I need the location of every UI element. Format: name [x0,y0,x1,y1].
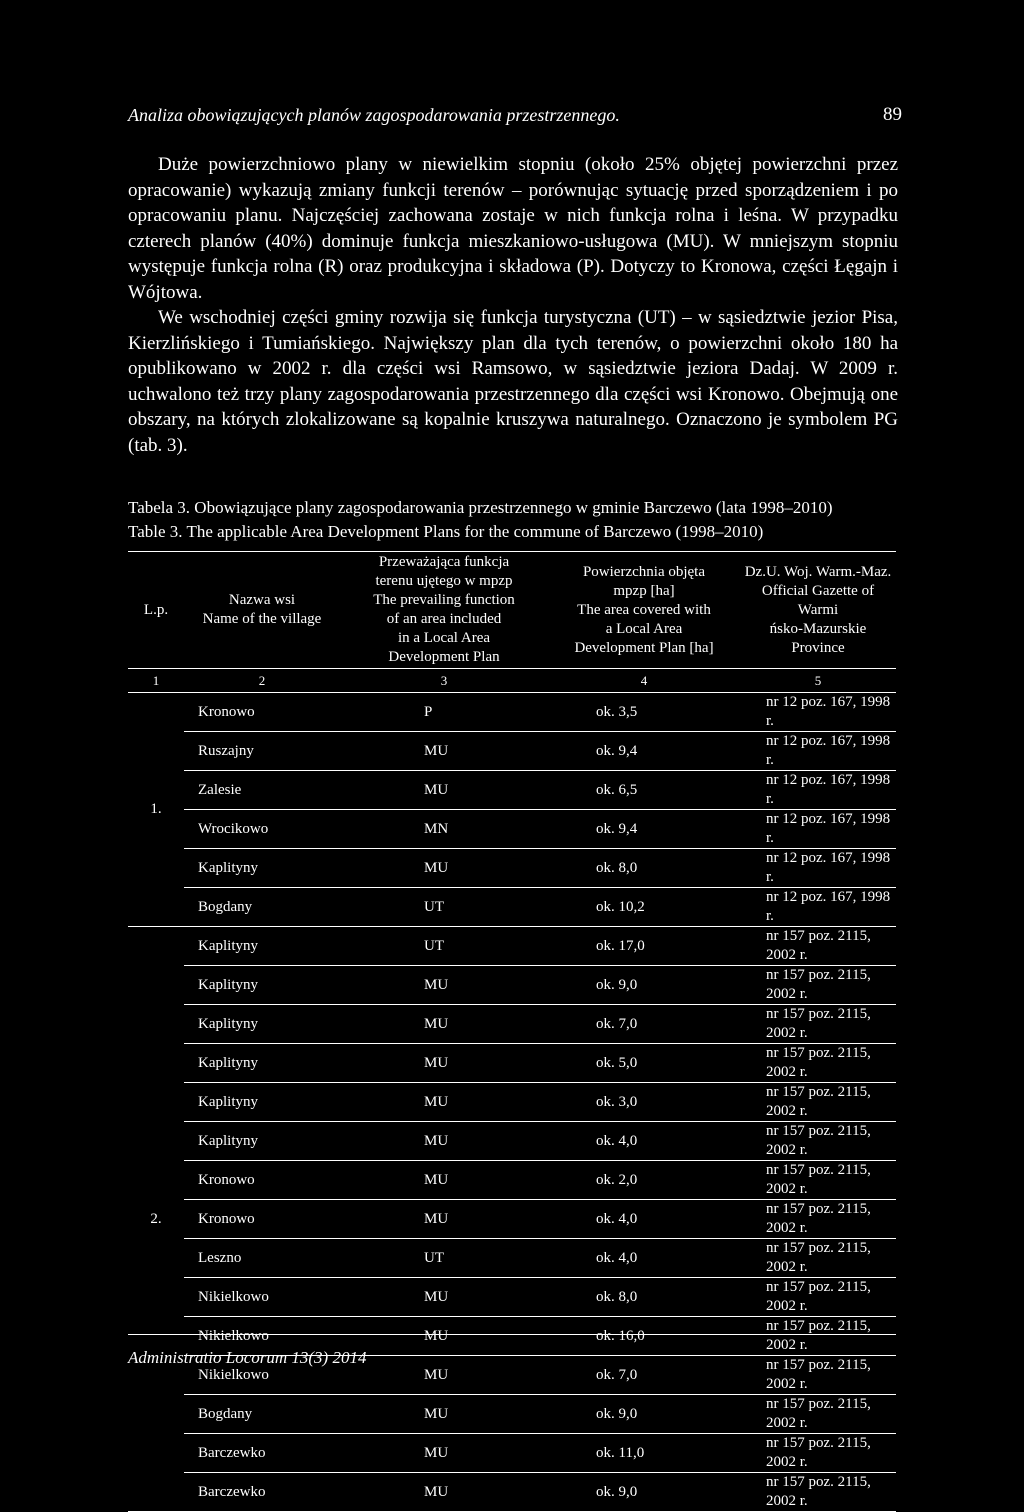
footer-rule [128,1334,896,1335]
area-cell: ok. 4,0 [548,1200,740,1239]
area-cell: ok. 9,4 [548,810,740,849]
village-cell: Nikielkowo [184,1317,340,1356]
gazette-cell: nr 157 poz. 2115, 2002 r. [740,1356,896,1395]
gazette-cell: nr 157 poz. 2115, 2002 r. [740,1161,896,1200]
area-cell: ok. 17,0 [548,927,740,966]
table-row [128,1083,896,1122]
function-cell: UT [340,1239,548,1278]
gazette-cell: nr 157 poz. 2115, 2002 r. [740,966,896,1005]
table-caption-en: Table 3. The applicable Area Development Plans for the commune of Barczewo (1998–2010) [128,521,764,541]
paragraph-2: We wschodniej części gminy rozwija się funkcja turystyczna (UT) – w sąsiedztwie jezior Pisa, Kierzlińskiego i Tumiańskiego. Największy plan dla tych terenów, o powierzchni około 180 ha opublikowano w 2002 r. dla części wsi Ramsowo, w sąsiedztwie jeziora Dadaj. W 2009 r. uchwalono też trzy plany zagospodarowania przestrzennego dla części wsi Kronowo. Obejmują one obszary, na których zlokalizowane są kopalnie kruszywa naturalnego. Oznaczono je symbolem PG (tab. 3). [128,307,898,456]
village-cell: Kaplityny [184,1083,340,1122]
gazette-cell: nr 12 poz. 167, 1998 r. [740,888,896,927]
function-cell: MU [340,732,548,771]
area-cell: ok. 2,0 [548,1161,740,1200]
village-cell: Kaplityny [184,1044,340,1083]
table-caption [128,496,908,543]
gazette-cell: nr 12 poz. 167, 1998 r. [740,771,896,810]
village-cell: Kronowo [184,1200,340,1239]
village-cell: Bogdany [184,888,340,927]
function-cell: MU [340,1395,548,1434]
function-cell: P [340,693,548,732]
paragraph-1: Duże powierzchniowo plany w niewielkim stopniu (około 25% objętej powierzchni przez opracowanie) wykazują zmiany funkcji terenów – porównując sytuację przed sporządzeniem i po opracowaniu planu. Najczęściej zachowana zostaje w nich funkcja rolna i leśna. W przypadku czterech planów (40%) dominuje funkcja mieszkaniowo-usługowa (MU). W mniejszym stopniu występuje funkcja rolna (R) oraz produkcyjna i składowa (P). Dotyczy to Kronowa, części Łęgajn i Wójtowa. [128,154,898,303]
village-cell: Kronowo [184,1161,340,1200]
function-cell: MU [340,1005,548,1044]
function-cell: MU [340,1200,548,1239]
table-row [128,1005,896,1044]
gazette-cell: nr 157 poz. 2115, 2002 r. [740,1044,896,1083]
area-cell: ok. 7,0 [548,1005,740,1044]
table-row [128,1473,896,1512]
table-column-number-3: 3 [340,669,548,693]
area-cell: ok. 4,0 [548,1122,740,1161]
table-row [128,966,896,1005]
function-cell: MU [340,1473,548,1512]
village-cell: Kronowo [184,693,340,732]
village-cell: Kaplityny [184,1005,340,1044]
table-header-col-2: Nazwa wsi Name of the village [184,552,340,669]
table-row [128,1278,896,1317]
table-row [128,888,896,927]
area-cell: ok. 7,0 [548,1356,740,1395]
table-header-row [128,552,896,669]
table-column-number-4: 4 [548,669,740,693]
gazette-cell: nr 157 poz. 2115, 2002 r. [740,1122,896,1161]
area-cell: ok. 3,0 [548,1083,740,1122]
area-cell: ok. 16,0 [548,1317,740,1356]
gazette-cell: nr 157 poz. 2115, 2002 r. [740,1473,896,1512]
area-cell: ok. 5,0 [548,1044,740,1083]
village-cell: Barczewko [184,1473,340,1512]
gazette-cell: nr 12 poz. 167, 1998 r. [740,849,896,888]
table-row [128,732,896,771]
gazette-cell: nr 157 poz. 2115, 2002 r. [740,927,896,966]
village-cell: Kaplityny [184,966,340,1005]
area-cell: ok. 9,0 [548,966,740,1005]
table-row [128,849,896,888]
village-cell: Kaplityny [184,927,340,966]
function-cell: MU [340,1356,548,1395]
table-header-col-4: Powierzchnia objęta mpzp [ha] The area covered with a Local Area Development Plan [ha] [548,552,740,669]
gazette-cell: nr 157 poz. 2115, 2002 r. [740,1005,896,1044]
table-row [128,1239,896,1278]
area-cell: ok. 3,5 [548,693,740,732]
function-cell: MU [340,1317,548,1356]
area-cell: ok. 10,2 [548,888,740,927]
function-cell: MU [340,966,548,1005]
table-header-col-3: Przeważająca funkcja terenu ujętego w mpzp The prevailing function of an area included in a Local Area Development Plan [340,552,548,669]
gazette-cell: nr 157 poz. 2115, 2002 r. [740,1434,896,1473]
function-cell: MU [340,1278,548,1317]
area-cell: ok. 9,0 [548,1395,740,1434]
function-cell: MU [340,1044,548,1083]
table-column-numbers-row [128,669,896,693]
function-cell: MU [340,1434,548,1473]
gazette-cell: nr 12 poz. 167, 1998 r. [740,732,896,771]
table-row [128,1200,896,1239]
running-header [128,103,902,127]
table-column-number-1: 1 [128,669,184,693]
function-cell: UT [340,927,548,966]
village-cell: Ruszajny [184,732,340,771]
area-cell: ok. 8,0 [548,1278,740,1317]
village-cell: Bogdany [184,1395,340,1434]
area-cell: ok. 9,0 [548,1473,740,1512]
running-header-title: Analiza obowiązujących planów zagospodarowania przestrzennego. [128,105,620,125]
village-cell: Kaplityny [184,1122,340,1161]
village-cell: Kaplityny [184,849,340,888]
area-cell: ok. 11,0 [548,1434,740,1473]
gazette-cell: nr 157 poz. 2115, 2002 r. [740,1239,896,1278]
table-caption-pl: Tabela 3. Obowiązujące plany zagospodarowania przestrzennego w gminie Barczewo (lata 1998–2010) [128,498,833,517]
gazette-cell: nr 157 poz. 2115, 2002 r. [740,1395,896,1434]
table-header-col-1: L.p. [128,552,184,669]
table-row [128,1044,896,1083]
table-row [128,810,896,849]
gazette-cell: nr 157 poz. 2115, 2002 r. [740,1200,896,1239]
village-cell: Nikielkowo [184,1278,340,1317]
function-cell: MU [340,1161,548,1200]
body-text [128,152,898,458]
table-row [128,1434,896,1473]
lp-cell: 2. [128,927,184,1512]
gazette-cell: nr 12 poz. 167, 1998 r. [740,693,896,732]
lp-cell: 1. [128,693,184,927]
table-row [128,1122,896,1161]
gazette-cell: nr 12 poz. 167, 1998 r. [740,810,896,849]
gazette-cell: nr 157 poz. 2115, 2002 r. [740,1317,896,1356]
page-number: 89 [883,104,902,125]
table-header-col-5: Dz.U. Woj. Warm.-Maz. Official Gazette of Warmi ńsko-Mazurskie Province [740,552,896,669]
area-cell: ok. 9,4 [548,732,740,771]
table-body [128,693,896,1512]
function-cell: MN [340,810,548,849]
function-cell: UT [340,888,548,927]
table-row [128,927,896,966]
gazette-cell: nr 157 poz. 2115, 2002 r. [740,1278,896,1317]
function-cell: MU [340,771,548,810]
table-row [128,771,896,810]
area-cell: ok. 4,0 [548,1239,740,1278]
area-cell: ok. 8,0 [548,849,740,888]
function-cell: MU [340,1083,548,1122]
table-row [128,1161,896,1200]
table-column-number-2: 2 [184,669,340,693]
footer-journal: Administratio Locorum 13(3) 2014 [128,1348,367,1367]
table-column-number-5: 5 [740,669,896,693]
area-cell: ok. 6,5 [548,771,740,810]
table-row [128,1395,896,1434]
village-cell: Leszno [184,1239,340,1278]
village-cell: Barczewko [184,1434,340,1473]
village-cell: Wrocikowo [184,810,340,849]
village-cell: Nikielkowo [184,1356,340,1395]
function-cell: MU [340,1122,548,1161]
table-row [128,693,896,732]
function-cell: MU [340,849,548,888]
gazette-cell: nr 157 poz. 2115, 2002 r. [740,1083,896,1122]
village-cell: Zalesie [184,771,340,810]
